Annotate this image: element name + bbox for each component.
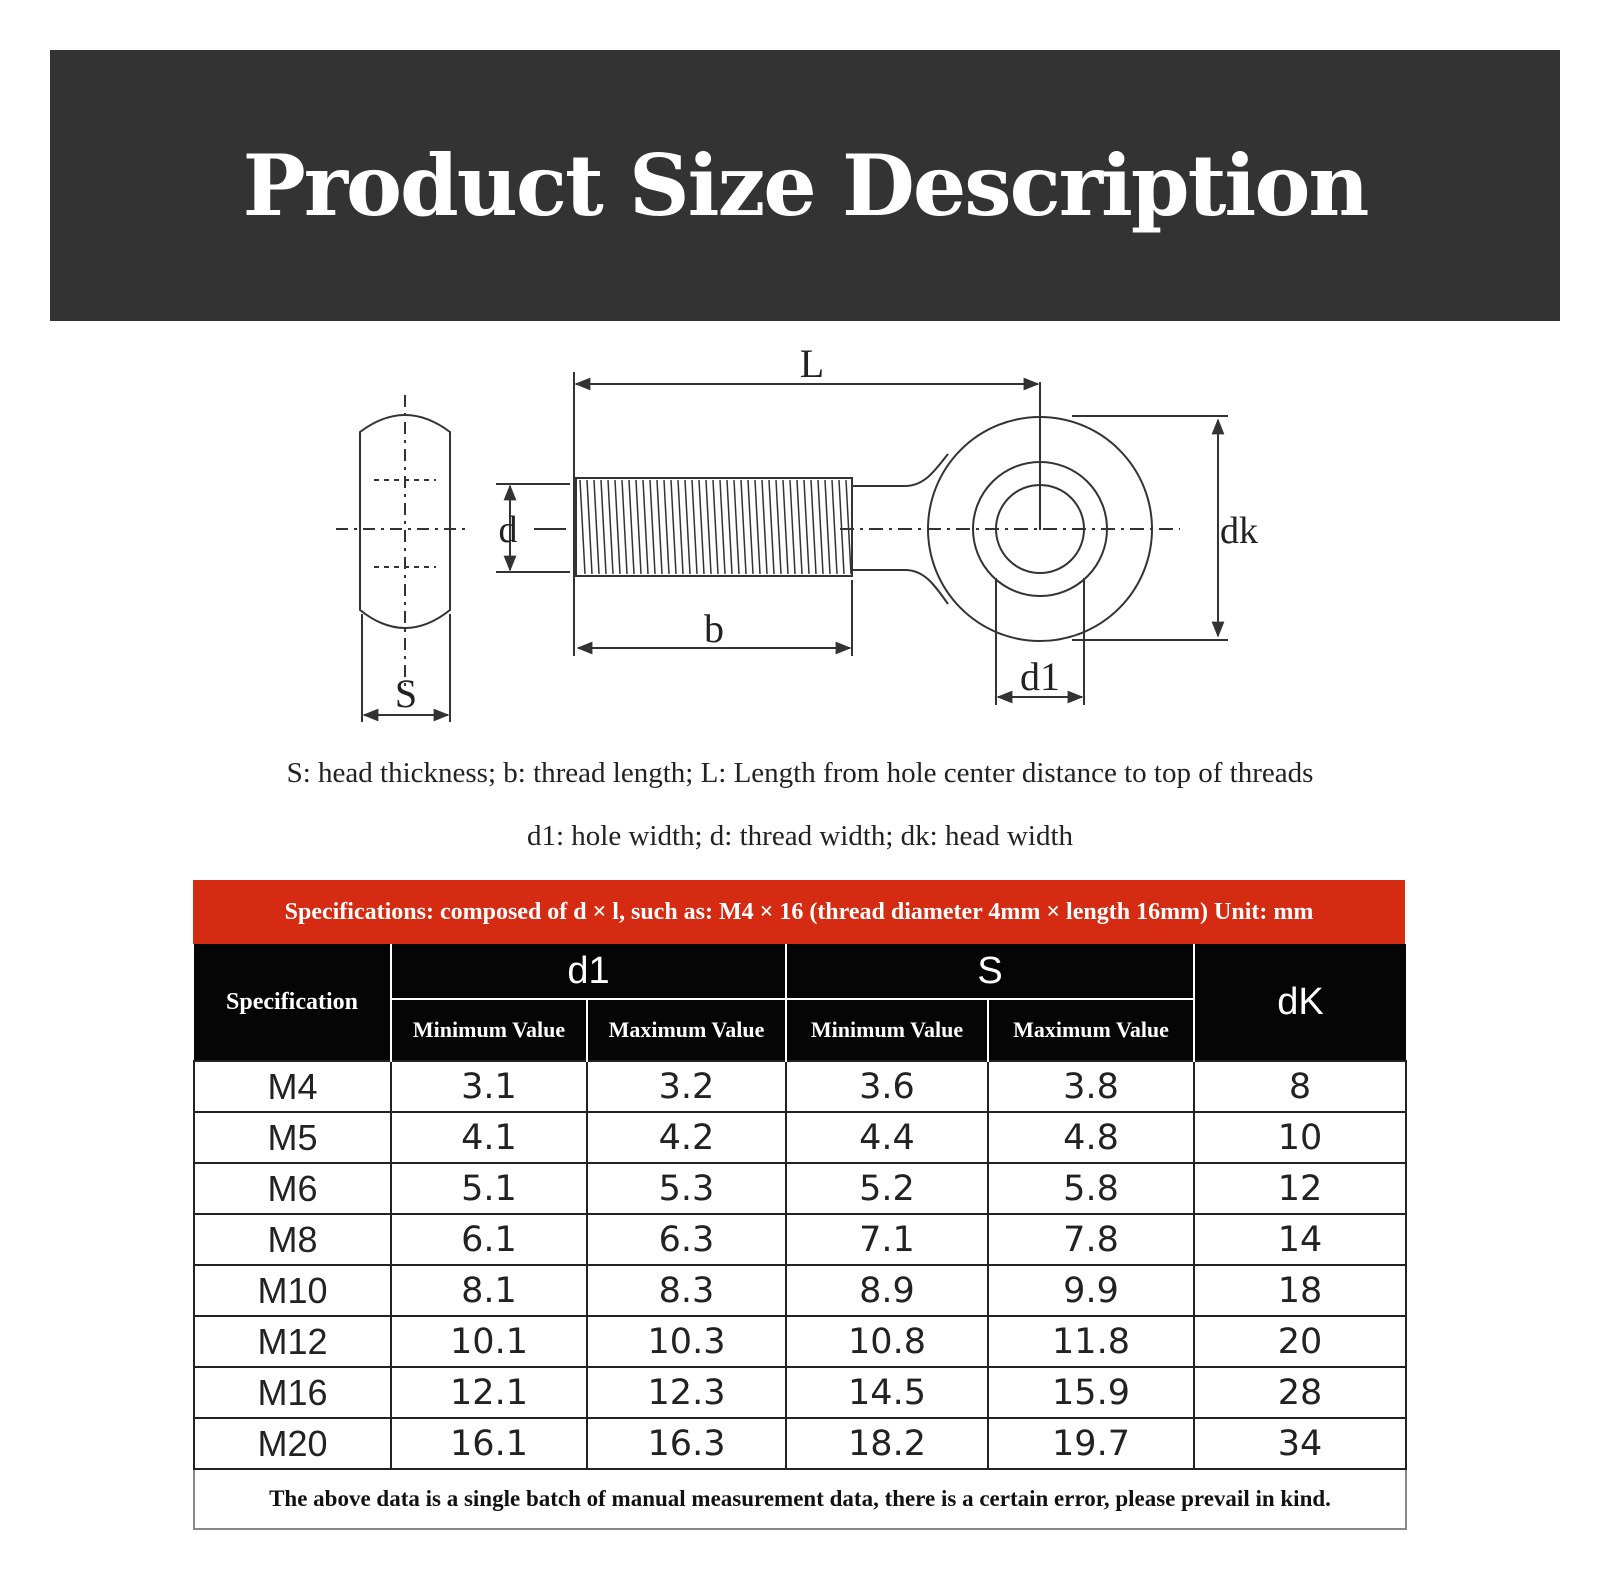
thread-pattern [580, 480, 851, 574]
spec-banner: Specifications: composed of d × l, such as: M4 × 16 (thread diameter 4mm × length 16mm) Unit: mm [193, 880, 1405, 944]
table-cell-dk: 34 [1194, 1418, 1406, 1469]
table-cell-dk: 18 [1194, 1265, 1406, 1316]
table-cell-d1-min: 10.1 [391, 1316, 587, 1367]
table-cell-spec: M5 [194, 1112, 391, 1163]
table-cell-s-max: 5.8 [988, 1163, 1194, 1214]
label-s: S [394, 671, 418, 716]
label-d1: d1 [1020, 654, 1060, 699]
header-d1-min: Minimum Value [391, 999, 587, 1061]
table-cell-s-max: 19.7 [988, 1418, 1194, 1469]
bolt-front-view [496, 372, 1228, 705]
table-cell-d1-max: 10.3 [587, 1316, 786, 1367]
legend-line-2: d1: hole width; d: thread width; dk: head width [526, 820, 1074, 852]
header-dk: dK [1194, 944, 1406, 1061]
header-s-min: Minimum Value [786, 999, 988, 1061]
table-cell-dk: 12 [1194, 1163, 1406, 1214]
table-cell-d1-max: 5.3 [587, 1163, 786, 1214]
table-cell-s-min: 7.1 [786, 1214, 988, 1265]
neck-top [852, 454, 948, 486]
table-row [194, 1163, 1406, 1214]
label-d: d [498, 509, 518, 551]
table-cell-dk: 14 [1194, 1214, 1406, 1265]
spec-section [193, 880, 1405, 1530]
table-cell-s-max: 3.8 [988, 1061, 1194, 1112]
table-cell-s-min: 10.8 [786, 1316, 988, 1367]
table-cell-d1-max: 6.3 [587, 1214, 786, 1265]
table-cell-spec: M6 [194, 1163, 391, 1214]
spec-table [193, 944, 1407, 1530]
header-d1: d1 [391, 944, 786, 999]
table-cell-d1-min: 4.1 [391, 1112, 587, 1163]
table-cell-s-max: 7.8 [988, 1214, 1194, 1265]
table-row [194, 1316, 1406, 1367]
eye-bolt-diagram [320, 335, 1260, 735]
neck-bottom [852, 570, 948, 604]
table-cell-s-max: 4.8 [988, 1112, 1194, 1163]
table-row [194, 1418, 1406, 1469]
table-cell-s-min: 14.5 [786, 1367, 988, 1418]
table-cell-s-max: 15.9 [988, 1367, 1194, 1418]
table-row [194, 1265, 1406, 1316]
table-cell-spec: M10 [194, 1265, 391, 1316]
table-cell-s-min: 3.6 [786, 1061, 988, 1112]
table-cell-dk: 10 [1194, 1112, 1406, 1163]
table-cell-d1-min: 16.1 [391, 1418, 587, 1469]
table-cell-s-min: 5.2 [786, 1163, 988, 1214]
table-cell-dk: 20 [1194, 1316, 1406, 1367]
table-row [194, 1061, 1406, 1112]
table-cell-d1-min: 3.1 [391, 1061, 587, 1112]
table-cell-s-min: 4.4 [786, 1112, 988, 1163]
table-cell-s-max: 9.9 [988, 1265, 1194, 1316]
header-specification: Specification [194, 944, 391, 1061]
spec-table-body [194, 1061, 1406, 1469]
header-d1-max: Maximum Value [587, 999, 786, 1061]
label-b: b [704, 606, 724, 651]
header-s: S [786, 944, 1194, 999]
legend-line-1: S: head thickness; b: thread length; L: Length from hole center distance to top of threads [286, 757, 1314, 789]
table-cell-d1-max: 3.2 [587, 1061, 786, 1112]
table-cell-d1-min: 6.1 [391, 1214, 587, 1265]
table-cell-d1-max: 4.2 [587, 1112, 786, 1163]
table-cell-spec: M20 [194, 1418, 391, 1469]
table-cell-spec: M4 [194, 1061, 391, 1112]
label-l: L [799, 341, 825, 386]
table-cell-dk: 28 [1194, 1367, 1406, 1418]
title-banner [50, 50, 1560, 321]
table-row [194, 1214, 1406, 1265]
table-cell-d1-min: 8.1 [391, 1265, 587, 1316]
table-row [194, 1367, 1406, 1418]
header-s-max: Maximum Value [988, 999, 1194, 1061]
label-dk: dk [1220, 510, 1258, 552]
table-cell-s-min: 18.2 [786, 1418, 988, 1469]
table-cell-s-min: 8.9 [786, 1265, 988, 1316]
table-cell-spec: M16 [194, 1367, 391, 1418]
table-cell-d1-min: 5.1 [391, 1163, 587, 1214]
table-cell-s-max: 11.8 [988, 1316, 1194, 1367]
table-cell-d1-max: 16.3 [587, 1418, 786, 1469]
table-cell-d1-max: 12.3 [587, 1367, 786, 1418]
page-title: Product Size Description [242, 136, 1368, 235]
measurement-note: The above data is a single batch of manual measurement data, there is a certain error, please prevail in kind. [194, 1469, 1406, 1529]
table-row [194, 1112, 1406, 1163]
table-cell-spec: M12 [194, 1316, 391, 1367]
table-cell-dk: 8 [1194, 1061, 1406, 1112]
table-cell-d1-min: 12.1 [391, 1367, 587, 1418]
table-cell-d1-max: 8.3 [587, 1265, 786, 1316]
table-cell-spec: M8 [194, 1214, 391, 1265]
